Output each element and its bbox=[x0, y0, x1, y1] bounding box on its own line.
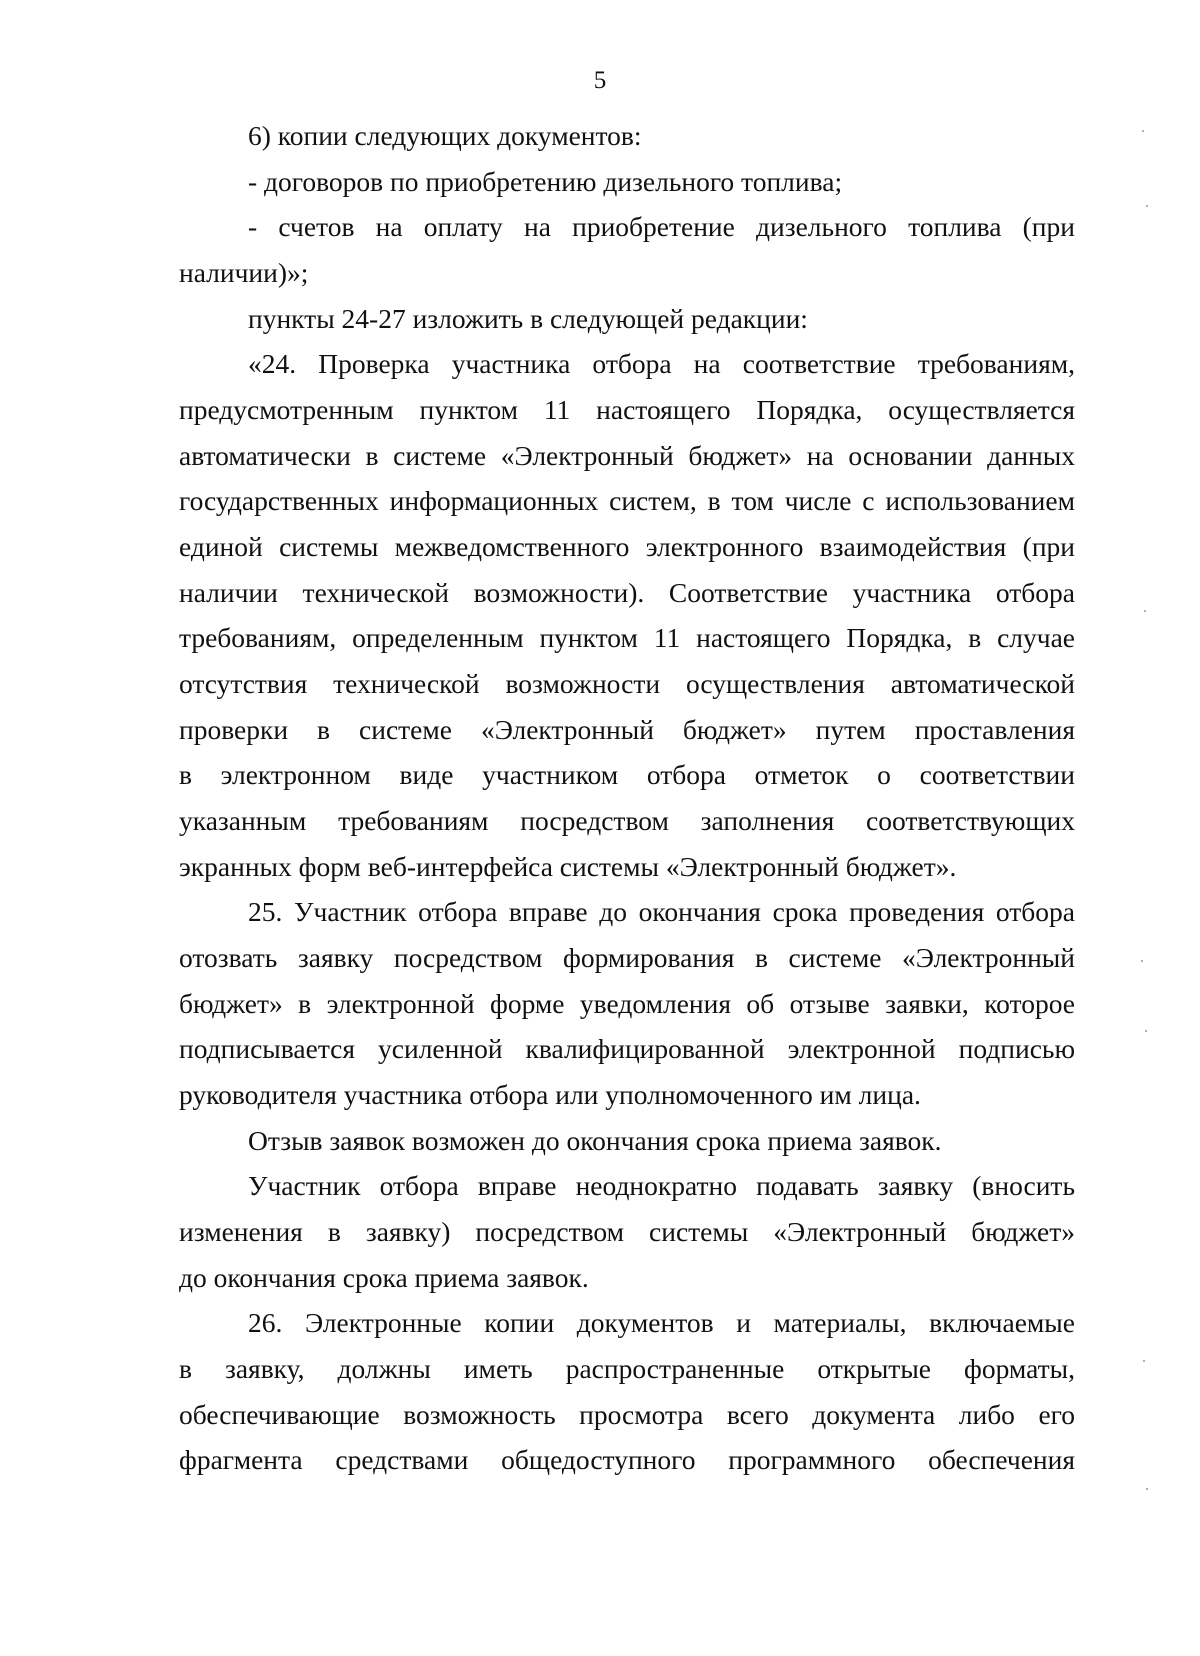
text-line: отозвать заявку посредством формирования в системе «Электронный bbox=[179, 942, 1075, 973]
text-line: до окончания срока приема заявок. bbox=[179, 1262, 589, 1293]
text-line: предусмотренным пунктом 11 настоящего Порядка, осуществляется bbox=[179, 394, 1075, 425]
text-line: указанным требованиям посредством заполнения соответствующих bbox=[179, 805, 1075, 836]
text-line: Участник отбора вправе неоднократно подавать заявку (вносить bbox=[248, 1170, 1075, 1201]
text-line: фрагмента средствами общедоступного программного обеспечения bbox=[179, 1444, 1075, 1475]
text-line: «24. Проверка участника отбора на соответствие требованиям, bbox=[248, 348, 1075, 379]
scan-speck bbox=[1144, 610, 1146, 612]
scan-speck bbox=[1146, 205, 1148, 207]
text-line: требованиям, определенным пунктом 11 настоящего Порядка, в случае bbox=[179, 622, 1075, 653]
text-line: 26. Электронные копии документов и материалы, включаемые bbox=[248, 1307, 1075, 1338]
text-line: изменения в заявку) посредством системы «Электронный бюджет» bbox=[179, 1216, 1075, 1247]
text-line: наличии)»; bbox=[179, 257, 309, 288]
scan-speck bbox=[1146, 1488, 1148, 1490]
text-line: руководителя участника отбора или уполномоченного им лица. bbox=[179, 1079, 921, 1110]
scan-speck bbox=[1141, 960, 1143, 962]
page-number: 5 bbox=[593, 67, 607, 94]
scan-speck bbox=[1145, 1030, 1147, 1032]
text-line: отсутствия технической возможности осуществления автоматической bbox=[179, 668, 1075, 699]
scan-speck bbox=[1143, 1360, 1145, 1362]
text-line: экранных форм веб-интерфейса системы «Электронный бюджет». bbox=[179, 851, 957, 882]
text-line: 25. Участник отбора вправе до окончания срока проведения отбора bbox=[248, 896, 1075, 927]
text-line: Отзыв заявок возможен до окончания срока приема заявок. bbox=[248, 1125, 942, 1156]
text-line: автоматически в системе «Электронный бюджет» на основании данных bbox=[179, 440, 1075, 471]
text-line: обеспечивающие возможность просмотра всего документа либо его bbox=[179, 1399, 1075, 1430]
text-line: - договоров по приобретению дизельного топлива; bbox=[248, 166, 843, 197]
text-line: единой системы межведомственного электронного взаимодействия (при bbox=[179, 531, 1075, 562]
text-line: 6) копии следующих документов: bbox=[248, 120, 642, 151]
scan-speck bbox=[1142, 130, 1144, 132]
text-line: подписывается усиленной квалифицированной электронной подписью bbox=[179, 1033, 1075, 1064]
text-line: в заявку, должны иметь распространенные открытые форматы, bbox=[179, 1353, 1075, 1384]
text-line: наличии технической возможности). Соответствие участника отбора bbox=[179, 577, 1075, 608]
text-line: в электронном виде участником отбора отметок о соответствии bbox=[179, 759, 1075, 790]
text-line: бюджет» в электронной форме уведомления об отзыве заявки, которое bbox=[179, 988, 1075, 1019]
text-line: пункты 24-27 изложить в следующей редакции: bbox=[248, 303, 808, 334]
text-line: проверки в системе «Электронный бюджет» путем проставления bbox=[179, 714, 1075, 745]
text-line: государственных информационных систем, в том числе с использованием bbox=[179, 485, 1075, 516]
text-line: - счетов на оплату на приобретение дизельного топлива (при bbox=[248, 211, 1075, 242]
